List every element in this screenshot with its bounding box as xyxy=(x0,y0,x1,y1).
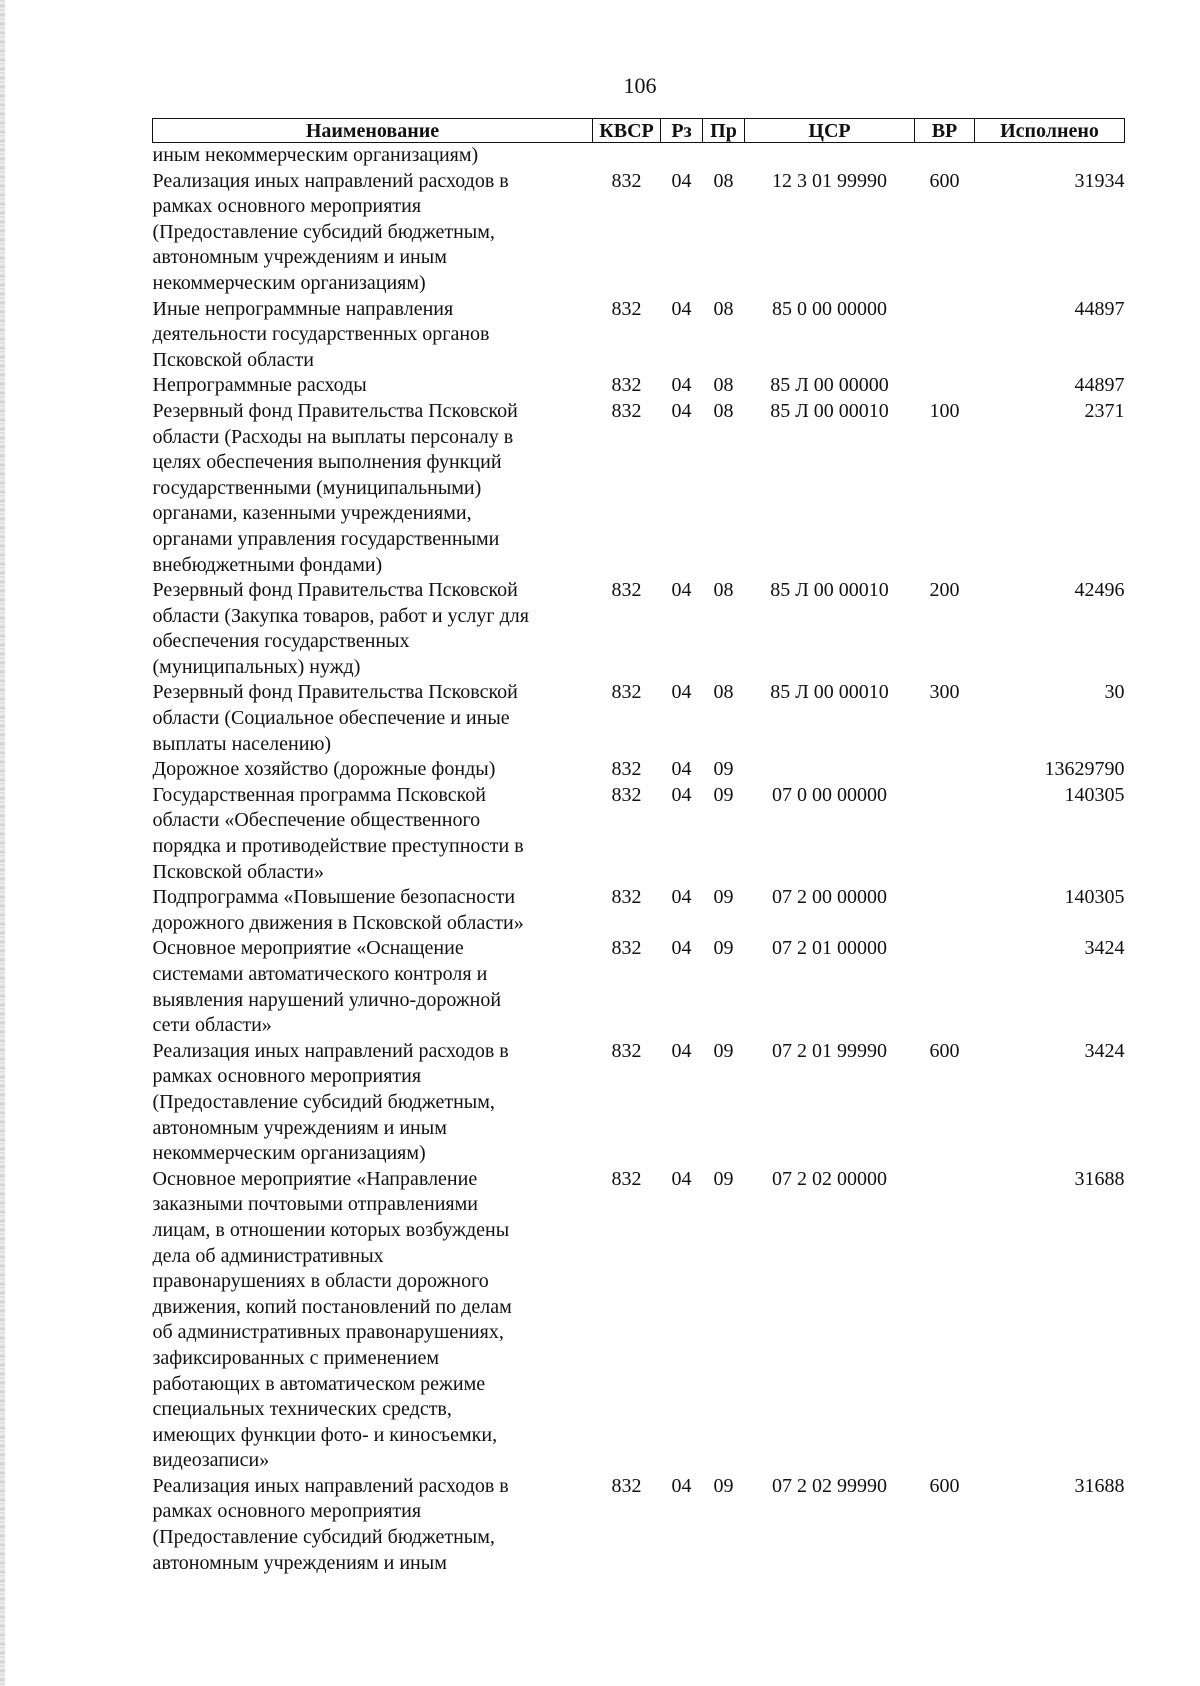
name-line: Подпрограмма «Повышение безопасности xyxy=(152,886,516,909)
header-rz: Рз xyxy=(661,119,703,143)
cell-pr: 09 xyxy=(713,1167,734,1190)
table-row xyxy=(153,1474,1125,1576)
cell-executed: 44897 xyxy=(1074,374,1125,397)
name-line: работающих в автоматическом режиме xyxy=(152,1372,486,1395)
cell-rz: 04 xyxy=(671,169,692,192)
name-line: (Предоставление субсидий бюджетным, xyxy=(152,1526,495,1549)
cell-csr: 07 0 00 00000 xyxy=(772,783,887,806)
cell-pr xyxy=(703,143,745,169)
name-line: (Предоставление субсидий бюджетным, xyxy=(152,1090,495,1113)
header-name: Наименование xyxy=(153,119,593,143)
cell-pr: 09 xyxy=(713,1474,734,1497)
table-row xyxy=(153,373,1125,399)
cell-kvsr: 832 xyxy=(611,374,642,397)
cell-kvsr: 832 xyxy=(611,169,642,192)
name-line: дела об административных xyxy=(152,1244,384,1267)
cell-pr: 09 xyxy=(713,1039,734,1062)
cell-rz: 04 xyxy=(671,758,692,781)
cell-rz: 04 xyxy=(671,1167,692,1190)
cell-pr: 09 xyxy=(713,783,734,806)
name-line: выявления нарушений улично-дорожной xyxy=(152,988,502,1011)
name-line: Реализация иных направлений расходов в xyxy=(152,1474,509,1497)
table-row xyxy=(153,143,1125,169)
cell-name xyxy=(153,399,593,578)
cell-pr: 08 xyxy=(713,681,734,704)
cell-executed: 42496 xyxy=(1074,579,1125,602)
cell-executed: 3424 xyxy=(1084,1039,1125,1062)
name-line: некоммерческим организациям) xyxy=(152,271,426,294)
cell-kvsr: 832 xyxy=(611,399,642,422)
cell-executed: 140305 xyxy=(1064,783,1125,806)
cell-csr: 07 2 00 00000 xyxy=(772,886,887,909)
name-line: правонарушениях в области дорожного xyxy=(152,1270,489,1293)
table-row xyxy=(153,399,1125,578)
cell-kvsr: 832 xyxy=(611,1167,642,1190)
cell-vr xyxy=(915,885,975,936)
cell-name xyxy=(153,885,593,936)
table-row xyxy=(153,936,1125,1038)
header-vr: ВР xyxy=(915,119,975,143)
name-line: Государственная программа Псковской xyxy=(152,783,486,806)
cell-csr: 85 0 00 00000 xyxy=(772,297,887,320)
cell-executed: 140305 xyxy=(1064,886,1125,909)
cell-name xyxy=(153,1039,593,1167)
cell-name xyxy=(153,373,593,399)
name-line: об административных правонарушениях, xyxy=(152,1321,504,1344)
name-line: Основное мероприятие «Направление xyxy=(152,1167,478,1190)
cell-name xyxy=(153,1167,593,1474)
name-line: видеозаписи» xyxy=(152,1449,270,1472)
cell-rz: 04 xyxy=(671,1039,692,1062)
cell-vr: 200 xyxy=(929,579,960,602)
cell-kvsr: 832 xyxy=(611,886,642,909)
cell-name xyxy=(153,1474,593,1576)
table-row xyxy=(153,169,1125,297)
name-line: дорожного движения в Псковской области» xyxy=(152,911,524,934)
table-row xyxy=(153,297,1125,374)
name-line: Дорожное хозяйство (дорожные фонды) xyxy=(152,758,496,781)
cell-name xyxy=(153,783,593,885)
cell-kvsr: 832 xyxy=(611,758,642,781)
cell-kvsr: 832 xyxy=(611,1039,642,1062)
cell-vr xyxy=(915,143,975,169)
cell-csr: 85 Л 00 00010 xyxy=(770,399,889,422)
cell-rz: 04 xyxy=(671,297,692,320)
cell-pr: 09 xyxy=(713,758,734,781)
cell-pr: 08 xyxy=(713,169,734,192)
name-line: заказными почтовыми отправлениями xyxy=(152,1193,478,1216)
cell-executed: 31934 xyxy=(1074,169,1125,192)
cell-kvsr: 832 xyxy=(611,681,642,704)
table-row xyxy=(153,783,1125,885)
header-executed: Исполнено xyxy=(975,119,1125,143)
cell-pr: 09 xyxy=(713,886,734,909)
name-line: имеющих функции фото- и киносъемки, xyxy=(152,1423,498,1446)
cell-executed: 2371 xyxy=(1084,399,1125,422)
name-line: Псковской области xyxy=(152,348,314,371)
cell-csr: 07 2 02 99990 xyxy=(772,1474,887,1497)
name-line: зафиксированных с применением xyxy=(152,1346,439,1369)
table-row xyxy=(153,757,1125,783)
cell-kvsr: 832 xyxy=(611,297,642,320)
cell-executed: 44897 xyxy=(1074,297,1125,320)
cell-rz: 04 xyxy=(671,783,692,806)
cell-csr xyxy=(745,143,915,169)
cell-executed: 31688 xyxy=(1074,1474,1125,1497)
cell-kvsr: 832 xyxy=(611,937,642,960)
name-line: рамках основного мероприятия xyxy=(152,1065,422,1088)
cell-pr: 08 xyxy=(713,399,734,422)
name-line: области (Социальное обеспечение и иные xyxy=(152,707,510,730)
cell-kvsr xyxy=(593,143,661,169)
cell-kvsr: 832 xyxy=(611,783,642,806)
cell-csr: 07 2 02 00000 xyxy=(772,1167,887,1190)
cell-vr xyxy=(915,936,975,1038)
cell-pr: 08 xyxy=(713,579,734,602)
name-line: (муниципальных) нужд) xyxy=(152,655,361,678)
name-line: автономным учреждениям и иным xyxy=(152,246,447,269)
name-line: автономным учреждениям и иным xyxy=(152,1116,447,1139)
cell-csr: 12 3 01 99990 xyxy=(772,169,887,192)
cell-executed: 13629790 xyxy=(1044,758,1125,781)
name-line: лицам, в отношении которых возбуждены xyxy=(152,1218,510,1241)
name-line: целях обеспечения выполнения функций xyxy=(152,451,502,474)
cell-vr xyxy=(915,373,975,399)
name-line: деятельности государственных органов xyxy=(152,323,490,346)
cell-rz: 04 xyxy=(671,399,692,422)
cell-vr xyxy=(915,1167,975,1474)
name-line: обеспечения государственных xyxy=(152,630,410,653)
cell-csr: 85 Л 00 00010 xyxy=(770,681,889,704)
name-line: выплаты населению) xyxy=(152,732,332,755)
name-line: Иные непрограммные направления xyxy=(152,297,454,320)
cell-name xyxy=(153,297,593,374)
cell-vr: 600 xyxy=(929,169,960,192)
name-line: (Предоставление субсидий бюджетным, xyxy=(152,220,495,243)
name-line: движения, копий постановлений по делам xyxy=(152,1295,512,1318)
cell-csr: 85 Л 00 00010 xyxy=(770,579,889,602)
scan-edge xyxy=(0,0,5,1686)
name-line: сети области» xyxy=(152,1014,272,1037)
name-line: системами автоматического контроля и xyxy=(152,963,488,985)
table-row xyxy=(153,885,1125,936)
cell-name xyxy=(153,143,593,169)
cell-csr: 07 2 01 00000 xyxy=(772,937,887,960)
name-line: специальных технических средств, xyxy=(152,1398,452,1421)
name-line: области (Закупка товаров, работ и услуг для xyxy=(152,604,529,627)
cell-vr: 300 xyxy=(929,681,960,704)
cell-vr: 600 xyxy=(929,1474,960,1497)
name-line: Псковской области» xyxy=(152,860,324,883)
cell-vr: 600 xyxy=(929,1039,960,1062)
cell-name xyxy=(153,680,593,757)
name-line: государственными (муниципальными) xyxy=(152,476,482,499)
name-line: иным некоммерческим организациям) xyxy=(152,144,479,166)
cell-rz xyxy=(661,143,703,169)
cell-vr xyxy=(915,297,975,374)
name-line: порядка и противодействие преступности в xyxy=(152,835,524,858)
cell-executed: 31688 xyxy=(1074,1167,1125,1190)
budget-table xyxy=(152,118,1125,1576)
cell-rz: 04 xyxy=(671,1474,692,1497)
table-row xyxy=(153,680,1125,757)
cell-rz: 04 xyxy=(671,937,692,960)
cell-csr: 07 2 01 99990 xyxy=(772,1039,887,1062)
name-line: Основное мероприятие «Оснащение xyxy=(152,937,464,960)
cell-name xyxy=(153,578,593,680)
cell-vr xyxy=(915,757,975,783)
name-line: рамках основного мероприятия xyxy=(152,1500,422,1523)
header-pr: Пр xyxy=(703,119,745,143)
table-row xyxy=(153,578,1125,680)
cell-executed xyxy=(975,143,1125,169)
cell-name xyxy=(153,169,593,297)
name-line: органами управления государственными xyxy=(152,527,500,550)
name-line: области (Расходы на выплаты персоналу в xyxy=(152,425,514,448)
header-csr: ЦСР xyxy=(745,119,915,143)
name-line: области «Обеспечение общественного xyxy=(152,809,481,832)
header-kvsr: КВСР xyxy=(593,119,661,143)
name-line: Резервный фонд Правительства Псковской xyxy=(152,579,518,602)
name-line: Резервный фонд Правительства Псковской xyxy=(152,399,518,422)
cell-name xyxy=(153,757,593,783)
cell-rz: 04 xyxy=(671,579,692,602)
cell-csr xyxy=(745,757,915,783)
name-line: Реализация иных направлений расходов в xyxy=(152,169,509,192)
name-line: автономным учреждениям и иным xyxy=(152,1551,447,1574)
table-body xyxy=(153,143,1125,1577)
cell-rz: 04 xyxy=(671,681,692,704)
name-line: Реализация иных направлений расходов в xyxy=(152,1039,509,1062)
cell-pr: 08 xyxy=(713,297,734,320)
cell-rz: 04 xyxy=(671,886,692,909)
name-line: Резервный фонд Правительства Псковской xyxy=(152,681,518,704)
cell-pr: 08 xyxy=(713,374,734,397)
name-line: внебюджетными фондами) xyxy=(152,553,383,576)
cell-executed: 30 xyxy=(1104,681,1125,704)
name-line: органами, казенными учреждениями, xyxy=(152,502,472,525)
cell-vr: 100 xyxy=(929,399,960,422)
table-row xyxy=(153,1039,1125,1167)
cell-vr xyxy=(915,783,975,885)
cell-csr: 85 Л 00 00000 xyxy=(770,374,889,397)
cell-pr: 09 xyxy=(713,937,734,960)
name-line: Непрограммные расходы xyxy=(152,374,367,397)
cell-kvsr: 832 xyxy=(611,579,642,602)
table-header-row xyxy=(153,119,1125,143)
name-line: некоммерческим организациям) xyxy=(152,1142,426,1165)
cell-executed: 3424 xyxy=(1084,937,1125,960)
page-number: 106 xyxy=(623,73,657,98)
cell-rz: 04 xyxy=(671,374,692,397)
cell-kvsr: 832 xyxy=(611,1474,642,1497)
table-row xyxy=(153,1167,1125,1474)
name-line: рамках основного мероприятия xyxy=(152,195,422,218)
cell-name xyxy=(153,936,593,1038)
